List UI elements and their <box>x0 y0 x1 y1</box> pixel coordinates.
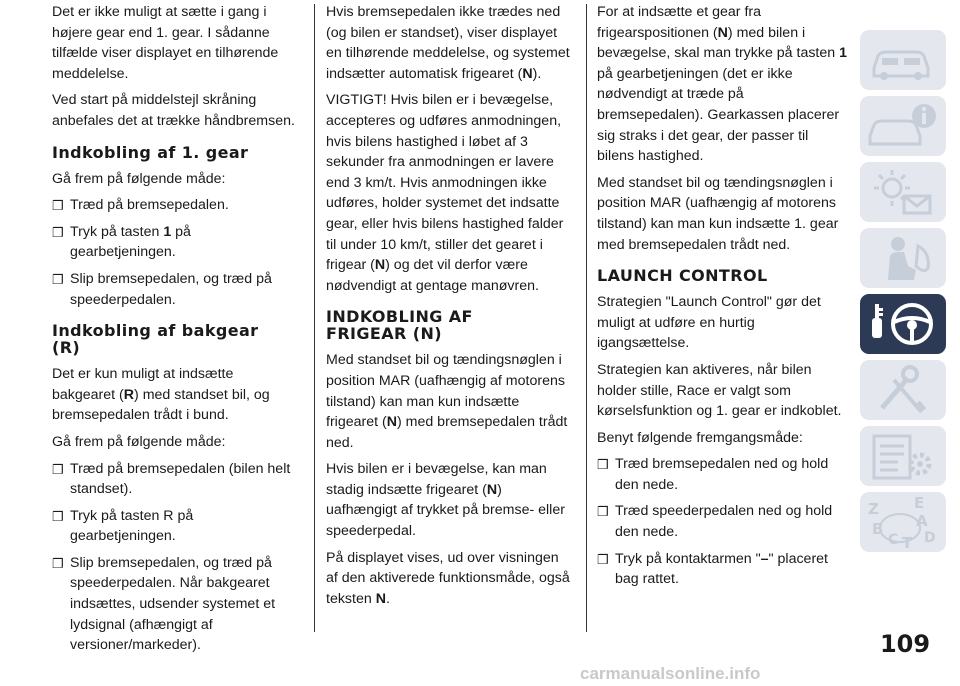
paragraph <box>326 350 574 453</box>
text-run: ) med bremsepedalen trådt ned. <box>326 414 568 451</box>
text-run: på gearbetjeningen (det er ikke nødvendigt at træde på bremsepedalen). Gearkassen placerer sig straks i det gear, der passer til bilens hastighed. <box>597 65 840 165</box>
column-3 <box>597 2 849 596</box>
checkbox-bullet-icon: ❒ <box>597 457 609 473</box>
list-item <box>52 506 300 547</box>
airbag-icon <box>858 226 948 290</box>
list-item-text: Tryk på tasten <box>70 223 164 240</box>
text-run: På displayet vises, ud over visningen af den aktiverede funktionsmåde, også teksten <box>326 549 570 607</box>
list-item <box>597 454 849 495</box>
text-run: ) uafhængigt af trykket på bremse- eller speederpedal. <box>326 481 565 540</box>
list-item-text: Træd på bremsepedalen. <box>70 197 229 214</box>
checkbox-bullet-icon: ❒ <box>52 461 64 477</box>
text-run: ) og det vil derfor være nødvendigt at gentage manøvren. <box>326 257 539 294</box>
paragraph: Strategien kan aktiveres, når bilen holder stille, Race er valgt som kørselsfunktion og 1. gear er indkoblet. <box>597 361 842 420</box>
technical-data-icon <box>858 424 948 488</box>
list-item-text: Træd på bremsepedalen (bilen helt standset). <box>70 460 291 498</box>
text-run: Hvis bilen er i bevægelse, kan man stadig indsætte frigearet ( <box>326 461 547 498</box>
text-run: Det er kun muligt at indsætte bakgearet ( <box>52 366 234 403</box>
checkbox-bullet-icon: ❒ <box>52 508 64 524</box>
starting-driving-icon <box>858 292 948 356</box>
tab-warning-lights[interactable] <box>858 160 948 224</box>
list-item <box>597 501 849 542</box>
checkbox-bullet-icon: ❒ <box>597 504 609 520</box>
paragraph <box>326 2 574 84</box>
key-label: 1 <box>163 223 172 240</box>
list-item-text: Tryk på tasten R på gearbetjeningen. <box>70 507 194 545</box>
text-run: Med standset bil og tændingsnøglen i position MAR (uafhængig af motorens tilstand) kan man kun indsætte frigearet ( <box>326 352 565 431</box>
key-label: – <box>760 550 769 567</box>
index-letter: D <box>924 530 936 546</box>
index-icon <box>858 490 948 554</box>
list-item <box>597 549 849 590</box>
checkbox-bullet-icon: ❒ <box>52 198 64 214</box>
column-divider <box>314 4 315 632</box>
index-letter: C <box>888 532 899 548</box>
list-item <box>52 553 300 656</box>
tab-technical-data[interactable] <box>858 424 948 488</box>
text-run: ). <box>532 65 542 82</box>
checkbox-bullet-icon: ❒ <box>52 224 64 240</box>
index-letter: E <box>914 494 925 512</box>
paragraph <box>326 548 574 610</box>
paragraph: Gå frem på følgende måde: <box>52 170 226 187</box>
section-heading: LAUNCH CONTROL <box>597 266 768 286</box>
list-item-text: Slip bremsepedalen, og træd på speederpedalen. <box>70 270 272 308</box>
car-info-icon <box>858 28 948 92</box>
column-1 <box>52 2 300 662</box>
paragraph <box>52 364 300 426</box>
list-item-text: Træd speederpedalen ned og hold den nede. <box>615 503 833 541</box>
text-run: ) med standset bil, og bremsepedalen trådt i bund. <box>52 386 270 424</box>
page-number: 109 <box>879 630 931 658</box>
paragraph: Det er ikke muligt at sætte i gang i højere gear end 1. gear. I sådanne tilfælde viser displayet en tilhørende meddelelse. <box>52 4 279 82</box>
tab-car-notice[interactable] <box>858 94 948 158</box>
key-label: N <box>375 590 386 607</box>
list-item-text: Træd bremsepedalen ned og hold den nede. <box>615 456 829 493</box>
list-item-text: Tryk på kontaktarmen " <box>615 550 761 567</box>
text-run: Hvis bremsepedalen ikke trædes ned (og bilen er standset), viser displayet en tilhørende meddelelse, og systemet indsætter automatisk frigearet ( <box>326 4 570 82</box>
text-run: VIGTIGT! Hvis bilen er i bevægelse, accepteres og udføres anmodningen, hvis bilens hastighed i løbet af 3 sekunder fra anmodningen er lavere end 3 km/t. Hvis anmodningen ikke udføres, holder systemet det indsatte gear, eller hvis bilens hastighed falder til under 10 km/t, stiller det gearet i frigear ( <box>326 92 564 274</box>
warning-light-icon <box>858 160 948 224</box>
list-item-text: Slip bremsepedalen, og træd på speederpedalen. Når bakgearet indsættes, udsender systemet et lydsignal (afhængigt af versioner/markeder). <box>70 554 276 654</box>
index-letter: A <box>916 512 928 530</box>
checkbox-bullet-icon: ❒ <box>597 551 609 567</box>
column-2 <box>326 2 574 615</box>
list-item <box>52 269 300 310</box>
list-item <box>52 222 300 263</box>
paragraph: Gå frem på følgende måde: <box>52 433 226 450</box>
text-run: . <box>385 590 390 607</box>
tab-maintenance[interactable] <box>858 358 948 422</box>
index-letter: B <box>872 520 884 538</box>
paragraph: Ved start på middelstejl skråning anbefales det at trække håndbremsen. <box>52 92 295 129</box>
list-item-text: " placeret bag rattet. <box>615 550 828 588</box>
watermark-text: carmanualsonline.info <box>580 664 761 683</box>
checkbox-bullet-icon: ❒ <box>52 271 64 287</box>
car-notice-icon <box>858 94 948 158</box>
paragraph <box>597 2 849 167</box>
key-label: 1 <box>839 45 847 62</box>
paragraph <box>326 459 574 541</box>
section-heading: Indkobling af 1. gear <box>52 142 249 162</box>
paragraph <box>326 90 574 296</box>
key-label: N <box>386 414 397 431</box>
paragraph: Med standset bil og tændingsnøglen i position MAR (uafhængig af motorens tilstand) kan man kun indsætte 1. gear med bremsepedalen trådt ned. <box>597 174 839 253</box>
list-item <box>52 195 300 216</box>
key-label: N <box>522 65 533 82</box>
section-heading: Indkobling af bakgear (R) <box>52 321 259 358</box>
key-label: N <box>717 24 728 41</box>
maintenance-icon <box>858 358 948 422</box>
key-label: N <box>486 481 498 498</box>
tab-starting-driving[interactable] <box>858 292 948 356</box>
text-run: For at indsætte et gear fra frigearspositionen ( <box>597 4 762 41</box>
tab-car-info[interactable] <box>858 28 948 92</box>
tab-safety[interactable] <box>858 226 948 290</box>
paragraph: Strategien "Launch Control" gør det muligt at udføre en hurtig igangsættelse. <box>597 294 821 352</box>
tab-index[interactable] <box>858 490 948 554</box>
key-label: R <box>123 386 135 403</box>
index-letter: T <box>902 534 913 552</box>
text-run: ) med bilen i bevægelse, skal man trykke på tasten <box>597 24 840 62</box>
list-item-text: på gearbetjeningen. <box>70 223 191 261</box>
list-item <box>52 459 300 500</box>
index-letter: Z <box>868 500 879 518</box>
key-label: N <box>374 257 386 274</box>
column-divider <box>586 4 587 632</box>
section-heading: INDKOBLING AF FRIGEAR (N) <box>326 307 473 344</box>
checkbox-bullet-icon: ❒ <box>52 555 64 571</box>
paragraph: Benyt følgende fremgangsmåde: <box>597 429 803 446</box>
